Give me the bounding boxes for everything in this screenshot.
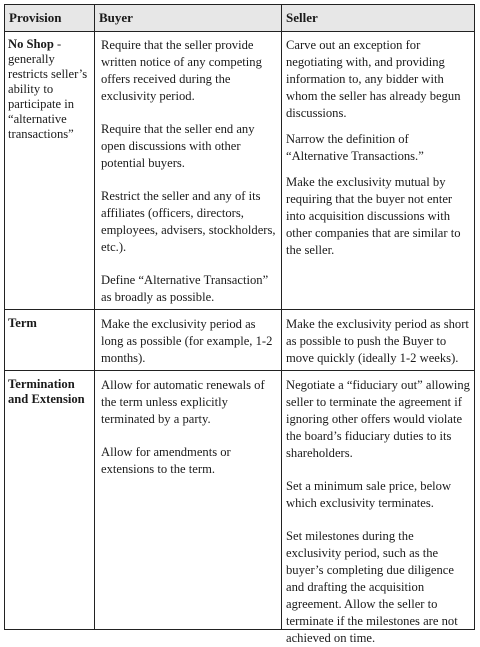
provision-cell-no-shop bbox=[8, 37, 90, 142]
provision-title: No Shop bbox=[8, 37, 54, 51]
header-provision: Provision bbox=[4, 4, 94, 31]
header-divider bbox=[4, 31, 475, 32]
buyer-point: Allow for amendments or extensions to the term. bbox=[101, 445, 231, 476]
table-border-right bbox=[474, 4, 475, 630]
seller-point: Narrow the definition of “Alternative Transactions.” bbox=[286, 132, 424, 163]
buyer-point: Make the exclusivity period as long as possible (for example, 1-2 months). bbox=[101, 317, 273, 365]
buyer-cell-termination bbox=[101, 377, 279, 478]
seller-point: Make the exclusivity mutual by requiring that the buyer not enter into acquisition discussions with other companies that are similar to the seller. bbox=[286, 175, 461, 257]
provision-description: - generally restricts seller’s ability to participate in “alternative transactions” bbox=[8, 37, 88, 141]
provision-cell-termination bbox=[8, 377, 90, 407]
buyer-cell-no-shop bbox=[101, 37, 279, 306]
provision-title: Termination and Extension bbox=[8, 377, 85, 406]
table-border-left bbox=[4, 4, 5, 630]
buyer-cell-term bbox=[101, 316, 279, 367]
buyer-point: Restrict the seller and any of its affiliates (officers, directors, employees, advisers, stockholders, etc.). bbox=[101, 189, 276, 254]
column-divider bbox=[281, 4, 282, 630]
buyer-point: Require that the seller end any open discussions with other potential buyers. bbox=[101, 122, 255, 170]
provision-title: Term bbox=[8, 316, 37, 330]
table-border-bottom bbox=[4, 629, 475, 630]
comparison-table bbox=[4, 4, 475, 645]
buyer-point: Require that the seller provide written notice of any competing offers received during the exclusivity period. bbox=[101, 38, 262, 103]
buyer-point: Allow for automatic renewals of the term unless explicitly terminated by a party. bbox=[101, 378, 265, 426]
seller-point: Set a minimum sale price, below which exclusivity terminates. bbox=[286, 479, 452, 510]
buyer-point: Define “Alternative Transaction” as broadly as possible. bbox=[101, 273, 269, 304]
column-divider bbox=[94, 4, 95, 630]
header-seller: Seller bbox=[281, 4, 475, 31]
row-divider bbox=[4, 370, 475, 371]
seller-cell-termination bbox=[286, 377, 472, 647]
seller-cell-no-shop bbox=[286, 37, 472, 259]
seller-point: Make the exclusivity period as short as possible to push the Buyer to move quickly (ideally 1-2 weeks). bbox=[286, 317, 469, 365]
row-divider bbox=[4, 309, 475, 310]
seller-cell-term bbox=[286, 316, 472, 367]
seller-point: Negotiate a “fiduciary out” allowing seller to terminate the agreement if ignoring other offers would violate the board’s fiduciary duties to its shareholders. bbox=[286, 378, 470, 460]
table-border-top bbox=[4, 4, 475, 5]
provision-cell-term bbox=[8, 316, 90, 331]
seller-point: Set milestones during the exclusivity period, such as the buyer’s completing due diligence and drafting the acquisition agreement. Allow the seller to terminate if the milestones are not achieved on time. bbox=[286, 529, 458, 645]
header-buyer: Buyer bbox=[94, 4, 281, 31]
seller-point: Carve out an exception for negotiating with, and providing information to, any bidder with whom the seller has already begun discussions. bbox=[286, 38, 461, 120]
